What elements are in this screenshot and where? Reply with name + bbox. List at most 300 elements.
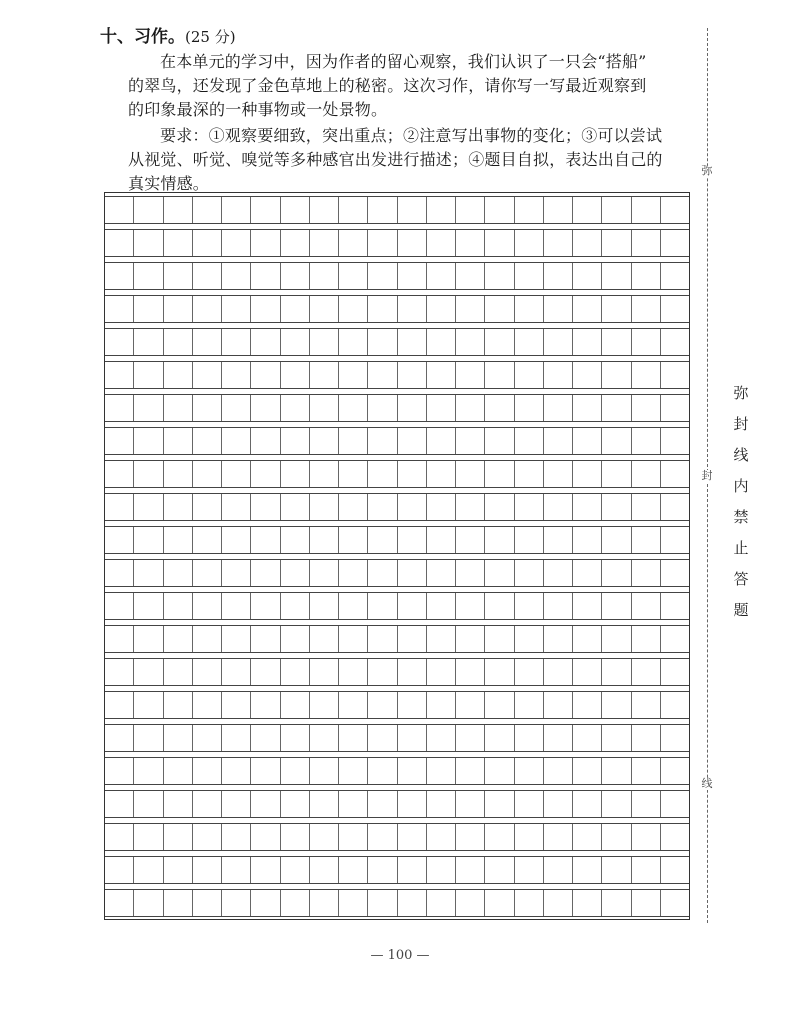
grid-cell[interactable]	[602, 791, 631, 817]
grid-cell[interactable]	[134, 395, 163, 421]
grid-cell[interactable]	[193, 461, 222, 487]
grid-cell[interactable]	[515, 329, 544, 355]
grid-cell[interactable]	[485, 461, 514, 487]
grid-cell[interactable]	[515, 725, 544, 751]
grid-cell[interactable]	[456, 692, 485, 718]
grid-cell[interactable]	[661, 758, 689, 784]
grid-cell[interactable]	[193, 296, 222, 322]
grid-cell[interactable]	[368, 857, 397, 883]
grid-cell[interactable]	[251, 428, 280, 454]
grid-cell[interactable]	[427, 494, 456, 520]
grid-cell[interactable]	[456, 494, 485, 520]
grid-cell[interactable]	[105, 230, 134, 256]
grid-cell[interactable]	[105, 560, 134, 586]
grid-cell[interactable]	[251, 362, 280, 388]
grid-cell[interactable]	[485, 626, 514, 652]
grid-cell[interactable]	[661, 263, 689, 289]
grid-cell[interactable]	[427, 296, 456, 322]
grid-cell[interactable]	[251, 230, 280, 256]
grid-cell[interactable]	[134, 527, 163, 553]
grid-cell[interactable]	[105, 395, 134, 421]
grid-cell[interactable]	[485, 890, 514, 916]
grid-cell[interactable]	[456, 857, 485, 883]
grid-cell[interactable]	[573, 494, 602, 520]
grid-cell[interactable]	[134, 296, 163, 322]
grid-cell[interactable]	[251, 890, 280, 916]
grid-cell[interactable]	[632, 329, 661, 355]
grid-cell[interactable]	[134, 692, 163, 718]
grid-cell[interactable]	[573, 626, 602, 652]
grid-cell[interactable]	[222, 494, 251, 520]
grid-cell[interactable]	[427, 461, 456, 487]
grid-cell[interactable]	[339, 329, 368, 355]
grid-cell[interactable]	[339, 890, 368, 916]
grid-cell[interactable]	[632, 461, 661, 487]
grid-cell[interactable]	[310, 329, 339, 355]
grid-cell[interactable]	[164, 296, 193, 322]
grid-cell[interactable]	[661, 626, 689, 652]
grid-cell[interactable]	[368, 626, 397, 652]
grid-cell[interactable]	[427, 692, 456, 718]
grid-cell[interactable]	[281, 626, 310, 652]
grid-cell[interactable]	[485, 197, 514, 223]
grid-cell[interactable]	[193, 362, 222, 388]
grid-cell[interactable]	[193, 659, 222, 685]
grid-cell[interactable]	[222, 296, 251, 322]
grid-cell[interactable]	[310, 824, 339, 850]
grid-cell[interactable]	[193, 692, 222, 718]
grid-cell[interactable]	[573, 362, 602, 388]
grid-cell[interactable]	[485, 362, 514, 388]
grid-cell[interactable]	[632, 560, 661, 586]
grid-cell[interactable]	[398, 263, 427, 289]
grid-cell[interactable]	[251, 791, 280, 817]
grid-cell[interactable]	[427, 857, 456, 883]
grid-cell[interactable]	[251, 659, 280, 685]
grid-cell[interactable]	[310, 626, 339, 652]
grid-cell[interactable]	[251, 824, 280, 850]
grid-cell[interactable]	[193, 263, 222, 289]
grid-cell[interactable]	[105, 890, 134, 916]
grid-cell[interactable]	[368, 560, 397, 586]
grid-cell[interactable]	[193, 329, 222, 355]
grid-cell[interactable]	[661, 329, 689, 355]
grid-cell[interactable]	[485, 263, 514, 289]
grid-cell[interactable]	[368, 791, 397, 817]
grid-cell[interactable]	[602, 626, 631, 652]
grid-cell[interactable]	[281, 197, 310, 223]
grid-cell[interactable]	[573, 329, 602, 355]
grid-cell[interactable]	[251, 725, 280, 751]
grid-cell[interactable]	[134, 230, 163, 256]
grid-cell[interactable]	[368, 329, 397, 355]
grid-cell[interactable]	[515, 296, 544, 322]
grid-cell[interactable]	[251, 758, 280, 784]
grid-cell[interactable]	[573, 824, 602, 850]
grid-cell[interactable]	[281, 428, 310, 454]
grid-cell[interactable]	[427, 362, 456, 388]
grid-cell[interactable]	[602, 197, 631, 223]
grid-cell[interactable]	[544, 494, 573, 520]
grid-cell[interactable]	[485, 560, 514, 586]
grid-cell[interactable]	[573, 197, 602, 223]
grid-cell[interactable]	[310, 593, 339, 619]
grid-cell[interactable]	[281, 560, 310, 586]
grid-cell[interactable]	[134, 428, 163, 454]
grid-cell[interactable]	[339, 758, 368, 784]
grid-cell[interactable]	[281, 725, 310, 751]
grid-cell[interactable]	[427, 560, 456, 586]
grid-cell[interactable]	[164, 395, 193, 421]
grid-cell[interactable]	[602, 890, 631, 916]
grid-cell[interactable]	[251, 527, 280, 553]
grid-cell[interactable]	[134, 263, 163, 289]
grid-cell[interactable]	[632, 857, 661, 883]
grid-cell[interactable]	[310, 197, 339, 223]
grid-cell[interactable]	[515, 890, 544, 916]
grid-cell[interactable]	[368, 659, 397, 685]
grid-cell[interactable]	[515, 593, 544, 619]
grid-cell[interactable]	[661, 593, 689, 619]
grid-cell[interactable]	[339, 428, 368, 454]
grid-cell[interactable]	[485, 527, 514, 553]
grid-cell[interactable]	[456, 263, 485, 289]
grid-cell[interactable]	[105, 494, 134, 520]
grid-cell[interactable]	[281, 890, 310, 916]
grid-cell[interactable]	[193, 395, 222, 421]
grid-cell[interactable]	[515, 494, 544, 520]
grid-cell[interactable]	[427, 263, 456, 289]
grid-cell[interactable]	[310, 692, 339, 718]
grid-cell[interactable]	[164, 626, 193, 652]
grid-cell[interactable]	[544, 362, 573, 388]
grid-cell[interactable]	[222, 395, 251, 421]
grid-cell[interactable]	[134, 890, 163, 916]
grid-cell[interactable]	[573, 395, 602, 421]
grid-cell[interactable]	[544, 758, 573, 784]
grid-cell[interactable]	[368, 692, 397, 718]
grid-cell[interactable]	[368, 362, 397, 388]
grid-cell[interactable]	[398, 593, 427, 619]
grid-cell[interactable]	[281, 494, 310, 520]
grid-cell[interactable]	[456, 890, 485, 916]
grid-cell[interactable]	[398, 329, 427, 355]
grid-cell[interactable]	[193, 197, 222, 223]
grid-cell[interactable]	[193, 857, 222, 883]
grid-cell[interactable]	[602, 692, 631, 718]
grid-cell[interactable]	[515, 758, 544, 784]
grid-cell[interactable]	[632, 296, 661, 322]
grid-cell[interactable]	[427, 725, 456, 751]
grid-cell[interactable]	[222, 560, 251, 586]
grid-cell[interactable]	[515, 230, 544, 256]
grid-cell[interactable]	[544, 461, 573, 487]
grid-cell[interactable]	[310, 758, 339, 784]
grid-cell[interactable]	[193, 560, 222, 586]
grid-cell[interactable]	[602, 263, 631, 289]
grid-cell[interactable]	[485, 593, 514, 619]
grid-cell[interactable]	[164, 197, 193, 223]
grid-cell[interactable]	[368, 197, 397, 223]
grid-cell[interactable]	[222, 263, 251, 289]
grid-cell[interactable]	[310, 659, 339, 685]
grid-cell[interactable]	[339, 659, 368, 685]
grid-cell[interactable]	[661, 494, 689, 520]
grid-cell[interactable]	[281, 527, 310, 553]
grid-cell[interactable]	[485, 758, 514, 784]
grid-cell[interactable]	[515, 395, 544, 421]
grid-cell[interactable]	[398, 560, 427, 586]
grid-cell[interactable]	[193, 791, 222, 817]
grid-cell[interactable]	[105, 626, 134, 652]
grid-cell[interactable]	[602, 824, 631, 850]
grid-cell[interactable]	[281, 824, 310, 850]
grid-cell[interactable]	[427, 758, 456, 784]
grid-cell[interactable]	[222, 626, 251, 652]
grid-cell[interactable]	[485, 857, 514, 883]
grid-cell[interactable]	[193, 230, 222, 256]
grid-cell[interactable]	[456, 824, 485, 850]
grid-cell[interactable]	[339, 362, 368, 388]
grid-cell[interactable]	[105, 824, 134, 850]
grid-cell[interactable]	[485, 428, 514, 454]
grid-cell[interactable]	[339, 461, 368, 487]
grid-cell[interactable]	[251, 395, 280, 421]
grid-cell[interactable]	[105, 527, 134, 553]
grid-cell[interactable]	[602, 527, 631, 553]
grid-cell[interactable]	[661, 296, 689, 322]
grid-cell[interactable]	[544, 857, 573, 883]
grid-cell[interactable]	[251, 296, 280, 322]
grid-cell[interactable]	[544, 395, 573, 421]
grid-cell[interactable]	[398, 791, 427, 817]
grid-cell[interactable]	[427, 428, 456, 454]
grid-cell[interactable]	[193, 824, 222, 850]
grid-cell[interactable]	[515, 659, 544, 685]
grid-cell[interactable]	[427, 230, 456, 256]
grid-cell[interactable]	[515, 626, 544, 652]
grid-cell[interactable]	[222, 197, 251, 223]
grid-cell[interactable]	[573, 758, 602, 784]
grid-cell[interactable]	[134, 461, 163, 487]
grid-cell[interactable]	[134, 593, 163, 619]
grid-cell[interactable]	[105, 857, 134, 883]
grid-cell[interactable]	[456, 230, 485, 256]
grid-cell[interactable]	[456, 527, 485, 553]
grid-cell[interactable]	[281, 692, 310, 718]
grid-cell[interactable]	[164, 230, 193, 256]
grid-cell[interactable]	[310, 362, 339, 388]
grid-cell[interactable]	[368, 725, 397, 751]
grid-cell[interactable]	[368, 263, 397, 289]
grid-cell[interactable]	[281, 857, 310, 883]
grid-cell[interactable]	[398, 692, 427, 718]
grid-cell[interactable]	[661, 461, 689, 487]
grid-cell[interactable]	[632, 692, 661, 718]
grid-cell[interactable]	[515, 824, 544, 850]
grid-cell[interactable]	[368, 230, 397, 256]
grid-cell[interactable]	[632, 659, 661, 685]
grid-cell[interactable]	[515, 428, 544, 454]
grid-cell[interactable]	[485, 725, 514, 751]
grid-cell[interactable]	[427, 791, 456, 817]
grid-cell[interactable]	[573, 593, 602, 619]
grid-cell[interactable]	[368, 890, 397, 916]
grid-cell[interactable]	[398, 857, 427, 883]
grid-cell[interactable]	[573, 527, 602, 553]
grid-cell[interactable]	[456, 758, 485, 784]
grid-cell[interactable]	[515, 527, 544, 553]
grid-cell[interactable]	[456, 362, 485, 388]
grid-cell[interactable]	[602, 395, 631, 421]
grid-cell[interactable]	[164, 329, 193, 355]
grid-cell[interactable]	[368, 296, 397, 322]
grid-cell[interactable]	[164, 857, 193, 883]
grid-cell[interactable]	[251, 461, 280, 487]
grid-cell[interactable]	[164, 560, 193, 586]
grid-cell[interactable]	[515, 791, 544, 817]
grid-cell[interactable]	[251, 329, 280, 355]
grid-cell[interactable]	[398, 824, 427, 850]
grid-cell[interactable]	[632, 725, 661, 751]
grid-cell[interactable]	[339, 824, 368, 850]
grid-cell[interactable]	[485, 791, 514, 817]
grid-cell[interactable]	[105, 791, 134, 817]
grid-cell[interactable]	[573, 791, 602, 817]
grid-cell[interactable]	[661, 890, 689, 916]
grid-cell[interactable]	[105, 725, 134, 751]
grid-cell[interactable]	[398, 296, 427, 322]
grid-cell[interactable]	[398, 230, 427, 256]
grid-cell[interactable]	[368, 461, 397, 487]
grid-cell[interactable]	[339, 527, 368, 553]
grid-cell[interactable]	[164, 758, 193, 784]
grid-cell[interactable]	[515, 461, 544, 487]
grid-cell[interactable]	[134, 362, 163, 388]
grid-cell[interactable]	[193, 428, 222, 454]
grid-cell[interactable]	[515, 263, 544, 289]
grid-cell[interactable]	[632, 593, 661, 619]
grid-cell[interactable]	[134, 857, 163, 883]
grid-cell[interactable]	[632, 362, 661, 388]
grid-cell[interactable]	[134, 725, 163, 751]
grid-cell[interactable]	[339, 857, 368, 883]
grid-cell[interactable]	[310, 791, 339, 817]
grid-cell[interactable]	[164, 428, 193, 454]
grid-cell[interactable]	[602, 560, 631, 586]
grid-cell[interactable]	[281, 263, 310, 289]
grid-cell[interactable]	[398, 428, 427, 454]
grid-cell[interactable]	[222, 329, 251, 355]
grid-cell[interactable]	[398, 725, 427, 751]
grid-cell[interactable]	[573, 725, 602, 751]
grid-cell[interactable]	[398, 494, 427, 520]
grid-cell[interactable]	[573, 230, 602, 256]
grid-cell[interactable]	[661, 197, 689, 223]
grid-cell[interactable]	[164, 890, 193, 916]
grid-cell[interactable]	[164, 461, 193, 487]
grid-cell[interactable]	[544, 428, 573, 454]
grid-cell[interactable]	[339, 560, 368, 586]
grid-cell[interactable]	[398, 197, 427, 223]
grid-cell[interactable]	[134, 659, 163, 685]
grid-cell[interactable]	[602, 329, 631, 355]
grid-cell[interactable]	[134, 626, 163, 652]
grid-cell[interactable]	[544, 890, 573, 916]
grid-cell[interactable]	[661, 362, 689, 388]
grid-cell[interactable]	[515, 560, 544, 586]
grid-cell[interactable]	[661, 857, 689, 883]
grid-cell[interactable]	[427, 395, 456, 421]
grid-cell[interactable]	[368, 758, 397, 784]
grid-cell[interactable]	[398, 626, 427, 652]
grid-cell[interactable]	[222, 461, 251, 487]
grid-cell[interactable]	[105, 593, 134, 619]
grid-cell[interactable]	[632, 527, 661, 553]
grid-cell[interactable]	[222, 362, 251, 388]
grid-cell[interactable]	[310, 890, 339, 916]
grid-cell[interactable]	[485, 494, 514, 520]
grid-cell[interactable]	[544, 197, 573, 223]
grid-cell[interactable]	[193, 758, 222, 784]
grid-cell[interactable]	[632, 428, 661, 454]
grid-cell[interactable]	[222, 230, 251, 256]
grid-cell[interactable]	[661, 692, 689, 718]
grid-cell[interactable]	[222, 824, 251, 850]
grid-cell[interactable]	[661, 659, 689, 685]
grid-cell[interactable]	[105, 263, 134, 289]
grid-cell[interactable]	[661, 527, 689, 553]
grid-cell[interactable]	[251, 560, 280, 586]
grid-cell[interactable]	[456, 659, 485, 685]
grid-cell[interactable]	[573, 461, 602, 487]
grid-cell[interactable]	[134, 197, 163, 223]
grid-cell[interactable]	[632, 824, 661, 850]
grid-cell[interactable]	[164, 593, 193, 619]
grid-cell[interactable]	[310, 296, 339, 322]
grid-cell[interactable]	[339, 197, 368, 223]
grid-cell[interactable]	[632, 263, 661, 289]
grid-cell[interactable]	[485, 395, 514, 421]
grid-cell[interactable]	[456, 428, 485, 454]
grid-cell[interactable]	[164, 494, 193, 520]
grid-cell[interactable]	[632, 626, 661, 652]
grid-cell[interactable]	[456, 395, 485, 421]
grid-cell[interactable]	[456, 461, 485, 487]
grid-cell[interactable]	[456, 725, 485, 751]
grid-cell[interactable]	[134, 824, 163, 850]
grid-cell[interactable]	[515, 857, 544, 883]
grid-cell[interactable]	[544, 692, 573, 718]
grid-cell[interactable]	[602, 593, 631, 619]
grid-cell[interactable]	[632, 758, 661, 784]
grid-cell[interactable]	[193, 626, 222, 652]
grid-cell[interactable]	[251, 692, 280, 718]
grid-cell[interactable]	[164, 725, 193, 751]
grid-cell[interactable]	[661, 428, 689, 454]
grid-cell[interactable]	[456, 791, 485, 817]
grid-cell[interactable]	[544, 230, 573, 256]
grid-cell[interactable]	[251, 263, 280, 289]
grid-cell[interactable]	[310, 230, 339, 256]
grid-cell[interactable]	[602, 230, 631, 256]
grid-cell[interactable]	[251, 494, 280, 520]
grid-cell[interactable]	[281, 362, 310, 388]
grid-cell[interactable]	[339, 494, 368, 520]
grid-cell[interactable]	[544, 791, 573, 817]
grid-cell[interactable]	[193, 527, 222, 553]
grid-cell[interactable]	[602, 461, 631, 487]
